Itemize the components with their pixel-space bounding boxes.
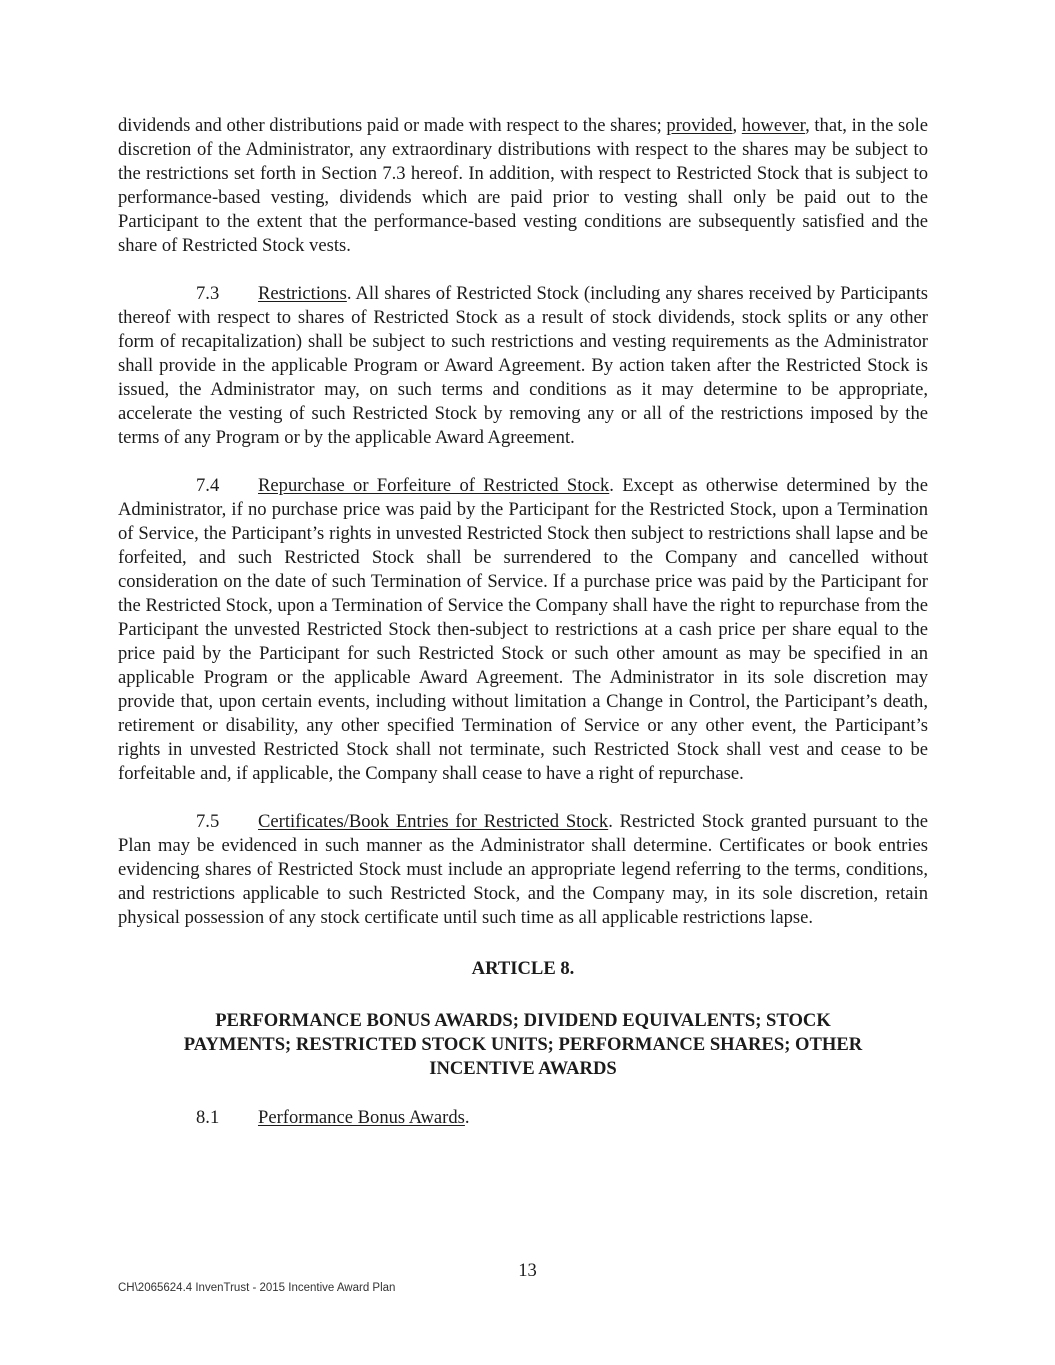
section-body: . Restricted Stock granted pursuant to the Plan may be evidenced in such manner as the Administrator shall determine. Certificates or book entries evidencing shares of Restricted Stock must include an appropriate legend referring to the terms, conditions, and restrictions applicable to such Restricted Stock, and the Company may, in its sole discretion, retain physical possession of any stock certificate until such time as all applicable restrictions lapse. [118,811,928,928]
section-body: . Except as otherwise determined by the Administrator, if no purchase price was paid by the Participant for the Restricted Stock, upon a Termination of Service, the Participant’s rights in unvested Restricted Stock then subject to restrictions shall lapse and be forfeited, and such Restricted Stock shall be surrendered to the Company and cancelled without consideration on the date of such Termination of Service. If a purchase price was paid by the Participant for the Restricted Stock, upon a Termination of Service the Company shall have the right to repurchase from the Participant the unvested Restricted Stock then-subject to restrictions at a cash price per share equal to the price paid by the Participant for such Restricted Stock or such other amount as may be specified in an applicable Program or the applicable Award Agreement. The Administrator in its sole discretion may provide that, upon certain events, including without limitation a Change in Control, the Participant’s death, retirement or disability, any other specified Termination of Service or any other event, the Participant’s rights in unvested Restricted Stock shall not terminate, such Restricted Stock shall vest and cease to be forfeitable and, if applicable, the Company shall cease to have a right of repurchase. [118,475,928,784]
section-7-5 [118,810,928,930]
however-term: however [741,115,806,136]
section-number: 7.3 [196,283,220,304]
section-title: Repurchase or Forfeiture of Restricted Stock [258,475,610,496]
heading-line: PERFORMANCE BONUS AWARDS; DIVIDEND EQUIVALENTS; STOCK [215,1010,831,1031]
page-number: 13 [518,1260,537,1281]
heading-line: PAYMENTS; RESTRICTED STOCK UNITS; PERFORMANCE SHARES; OTHER [183,1034,863,1055]
section-body: . All shares of Restricted Stock (including any shares received by Participants thereof with respect to shares of Restricted Stock as a result of stock dividends, stock splits or any other form of recapitalization) shall be subject to such restrictions and vesting requirements as the Administrator shall provide in the applicable Program or Award Agreement. By action taken after the Restricted Stock is issued, the Administrator may, on such terms and conditions as it may determine to be appropriate, accelerate the vesting of such Restricted Stock by removing any or all of the restrictions imposed by the terms of any Program or by the applicable Award Agreement. [118,283,928,448]
provided-term: provided [666,115,733,136]
paragraph-comma: , [732,115,742,136]
article-8-title: ARTICLE 8. [471,958,575,979]
section-number: 7.5 [196,811,220,832]
paragraph-text: dividends and other distributions paid or made with respect to the shares; [118,115,667,136]
document-page [118,114,928,1130]
section-7-4 [118,474,928,786]
document-id: CH\2065624.4 InvenTrust - 2015 Incentive Award Plan [118,1282,396,1294]
section-number: 8.1 [196,1107,220,1128]
section-title: Performance Bonus Awards [258,1107,465,1128]
paragraph-text: , that, in the sole discretion of the Administrator, any extraordinary distributions with respect to the shares may be subject to the restrictions set forth in Section 7.3 hereof. In addition, with respect to Restricted Stock that is subject to performance-based vesting, dividends which are paid prior to vesting shall only be paid out to the Participant to the extent that the performance-based vesting conditions are subsequently satisfied and the share of Restricted Stock vests. [118,115,928,256]
section-end: . [464,1107,470,1128]
section-number: 7.4 [196,475,220,496]
section-title: Certificates/Book Entries for Restricted Stock [258,811,609,832]
article-8-heading [118,1009,928,1081]
heading-line: INCENTIVE AWARDS [429,1058,617,1079]
section-title: Restrictions [258,283,347,304]
section-8-1 [118,1106,928,1130]
section-7-3 [118,282,928,450]
paragraph-7-2-continued [118,114,928,258]
